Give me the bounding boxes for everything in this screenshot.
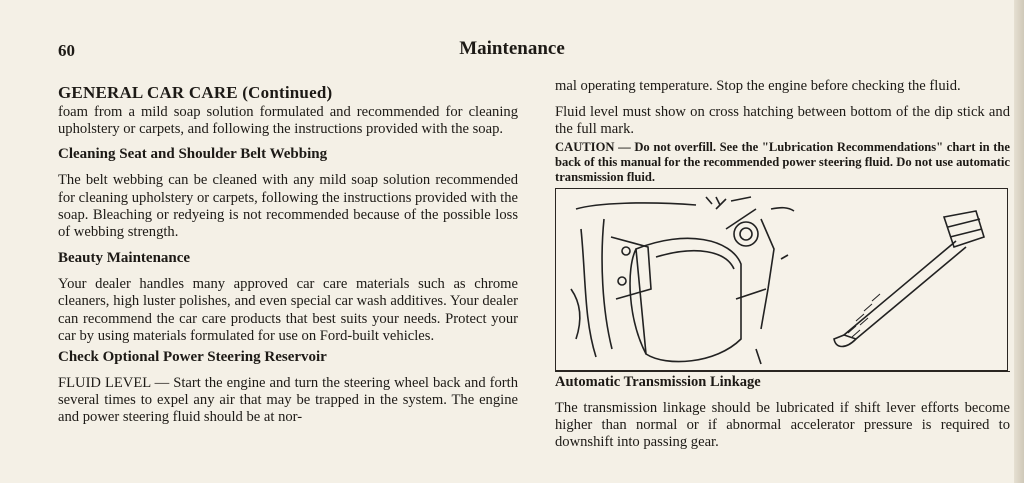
- caution-label: CAUTION —: [555, 139, 635, 154]
- figure-caption: Automatic Transmission Linkage: [555, 371, 1010, 391]
- page-header: Maintenance: [459, 38, 565, 59]
- general-care-heading: GENERAL CAR CARE (Continued): [58, 83, 333, 102]
- belt-webbing-heading: Cleaning Seat and Shoulder Belt Webbing: [58, 146, 328, 163]
- caution-note: [555, 140, 1010, 185]
- belt-webbing-text: The belt webbing can be cleaned with any mild soap solution recommended for cleaning upholstery or carpets, following the instructions provided with the soap. Bleaching or redyeing is not recommended because of the possible loss of webbing strength.: [58, 172, 519, 241]
- steering-text: FLUID LEVEL — Start the engine and turn the steering wheel back and forth several times to expel any air that may be trapped in the system. The engine and power steering fluid should be at nor-: [58, 375, 518, 426]
- right-column: [555, 78, 1010, 451]
- beauty-text: Your dealer handles many approved car care materials such as chrome cleaners, high luster polishes, and even special car wash additives. Your dealer can recommend the car care products that best suits your needs. Protect your car by using materials formulated for use on Ford-built vehicles.: [58, 276, 518, 344]
- dipstick-hatching: [848, 294, 880, 337]
- general-care-text: foam from a mild soap solution formulated and recommended for cleaning upholstery or carpets, and following the instructions provided with the soap.: [58, 104, 518, 138]
- reservoir-drawing-svg: [556, 189, 1006, 369]
- operating-temp-text: mal operating temperature. Stop the engine before checking the fluid.: [555, 78, 961, 94]
- left-column: [58, 83, 518, 427]
- reservoir-drawing: [571, 197, 984, 364]
- steering-heading: Check Optional Power Steering Reservoir: [58, 349, 327, 366]
- caution-text: Do not overfill. See the "Lubrication Recommendations" chart in the back of this manual for the recommended power steering fluid. Do not use automatic transmission fluid.: [555, 139, 1010, 184]
- linkage-text: The transmission linkage should be lubricated if shift lever efforts become higher than normal or if abnormal accelerator pressure is required to downshift into passing gear.: [555, 399, 1010, 451]
- page-edge: [1014, 0, 1024, 483]
- fluid-level-text: Fluid level must show on cross hatching between bottom of the dip stick and the full mark.: [555, 104, 1010, 138]
- beauty-heading: Beauty Maintenance: [58, 250, 191, 267]
- reservoir-illustration: [555, 188, 1008, 371]
- page-number: 60: [58, 41, 75, 60]
